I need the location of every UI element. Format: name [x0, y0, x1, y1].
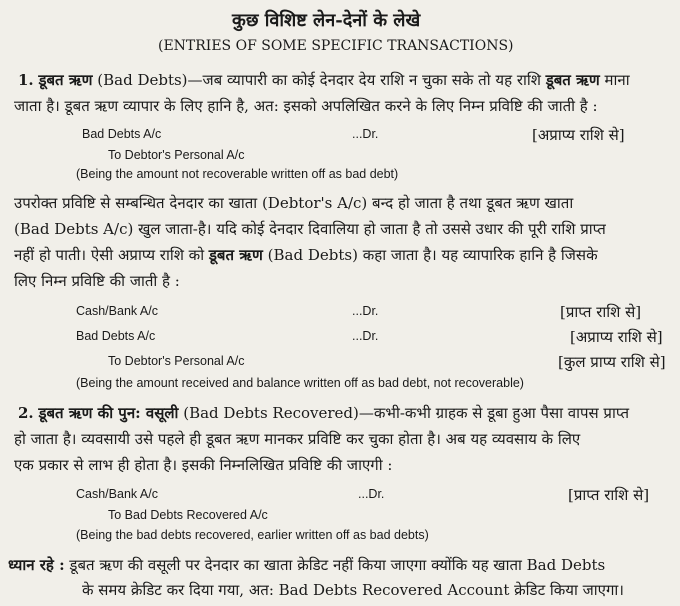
section2-line1	[18, 403, 629, 423]
note-line2: के समय क्रेडिट कर दिया गया, अत: Bad Debts Recovered Account क्रेडिट किया जाएगा।	[82, 581, 624, 599]
entry1-dr: ...Dr.	[352, 127, 379, 141]
entry1-note: [अप्राप्य राशि से]	[532, 126, 625, 144]
entry2-narration: (Being the amount received and balance written off as bad debt, not recoverable)	[76, 376, 524, 390]
entry2-line2-dr: ...Dr.	[352, 329, 379, 343]
page-subtitle: (ENTRIES OF SOME SPECIFIC TRANSACTIONS)	[158, 38, 514, 54]
section2-line2: हो जाता है। व्यवसायी उसे पहले ही डूबत ऋण मानकर प्रविष्टि कर चुका होता है। अब यह व्यवसाय के लिए	[14, 430, 581, 448]
section1-line1-text: —जब व्यापारी का कोई देनदार देय राशि न चुका सके तो यह राशि	[187, 71, 541, 89]
section2-heading-hi: डूबत ऋण की पुन: वसूली	[38, 404, 179, 422]
entry2-line1-dr: ...Dr.	[352, 304, 379, 318]
entry1-narration: (Being the amount not recoverable written off as bad debt)	[76, 167, 399, 181]
entry3-note: [प्राप्त राशि से]	[568, 486, 650, 504]
entry1-credit: To Debtor's Personal A/c	[108, 148, 245, 162]
section1-line2: जाता है। डूबत ऋण व्यापार के लिए हानि है, अत: इसको अपलिखित करने के लिए निम्न प्रविष्टि की जाती है :	[14, 97, 598, 115]
entry2-credit-note: [कुल प्राप्य राशि से]	[558, 353, 666, 371]
entry2-line1: Cash/Bank A/c	[76, 304, 158, 318]
para2-line3-c: (Bad Debts) कहा जाता है। यह व्यापारिक हानि है जिसके	[267, 246, 598, 264]
para2-line3-bold: डूबत ऋण	[208, 246, 263, 264]
section1-heading-en: (Bad Debts)	[97, 71, 188, 89]
section1-number: 1.	[18, 71, 34, 89]
section2-line1-text: —कभी-कभी ग्राहक से डूबा हुआ पैसा वापस प्राप्त	[358, 404, 629, 422]
entry3-narration: (Being the bad debts recovered, earlier written off as bad debts)	[76, 528, 429, 542]
page-title: कुछ विशिष्ट लेन-देनों के लेखे	[232, 10, 421, 31]
para2-line3-a: नहीं हो पाती। ऐसी अप्राप्य राशि को	[14, 246, 205, 264]
section1-heading-hi: डूबत ऋण	[38, 71, 93, 89]
entry3-credit: To Bad Debts Recovered A/c	[108, 508, 268, 522]
entry2-credit: To Debtor's Personal A/c	[108, 354, 245, 368]
section2-number: 2.	[18, 404, 34, 422]
section1-line1-bold: डूबत ऋण	[545, 71, 600, 89]
section1-line1	[18, 70, 630, 90]
para2-line1: उपरोक्त प्रविष्टि से सम्बन्धित देनदार का खाता (Debtor's A/c) बन्द हो जाता है तथा डूबत ऋण खाता	[14, 194, 574, 212]
entry3-debit: Cash/Bank A/c	[76, 487, 158, 501]
para2-line3	[14, 245, 598, 265]
section1-line1-end: माना	[604, 71, 630, 89]
para2-line2: (Bad Debts A/c) खुल जाता-है। यदि कोई देनदार दिवालिया हो जाता है तो उससे उधार की पूरी राशि प्राप्त	[14, 220, 606, 238]
entry3-dr: ...Dr.	[358, 487, 385, 501]
section2-heading-en: (Bad Debts Recovered)	[183, 404, 359, 422]
entry2-line1-note: [प्राप्त राशि से]	[560, 303, 642, 321]
note-line1	[8, 555, 605, 575]
entry2-line2: Bad Debts A/c	[76, 329, 156, 343]
entry2-line2-note: [अप्राप्य राशि से]	[570, 328, 663, 346]
note-label: ध्यान रहे :	[8, 556, 65, 574]
note-line1-text: डूबत ऋण की वसूली पर देनदार का खाता क्रेडिट नहीं किया जाएगा क्योंकि यह खाता Bad Debts	[69, 556, 606, 574]
para2-line4: लिए निम्न प्रविष्टि की जाती है :	[14, 272, 180, 290]
entry1-debit: Bad Debts A/c	[82, 127, 162, 141]
section2-line3: एक प्रकार से लाभ ही होता है। इसकी निम्नलिखित प्रविष्टि की जाएगी :	[14, 456, 393, 474]
